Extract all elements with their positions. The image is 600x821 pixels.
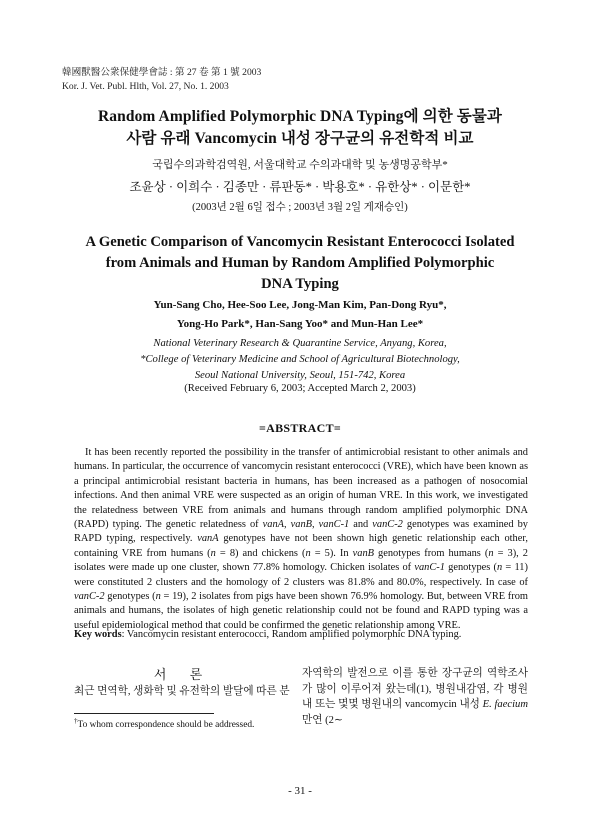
english-title (60, 232, 540, 295)
korean-title-line-2: 사람 유래 Vancomycin 내성 장구균의 유전학적 비교 (126, 130, 474, 147)
intro-text: 만연 (2∼ (302, 714, 343, 726)
abstract-text: genotypes was examined by RAPD typing, respectively. (74, 519, 529, 545)
intro-right-column (302, 666, 528, 728)
keywords (74, 629, 528, 640)
gene-name: vanB (352, 547, 374, 559)
abstract-body (74, 446, 528, 633)
korean-title-line-1: Random Amplified Polymorphic DNA Typing에 의한 동물과 (97, 108, 502, 125)
english-authors-line-1: Yun-Sang Cho, Hee-Soo Lee, Jong-Man Kim, Pan-Dong Ryu*, (153, 299, 447, 311)
gene-name: vanC-2 (74, 591, 105, 603)
english-affiliation-line-2: *College of Veterinary Medicine and School of Agricultural Biotechnology, (140, 354, 460, 365)
section-title-introduction: 서 론 (153, 667, 213, 682)
sample-size-symbol: n (496, 562, 503, 574)
footnote-text: To whom correspondence should be addressed. (77, 720, 255, 731)
footnote (74, 717, 254, 730)
english-authors (60, 296, 540, 334)
korean-title (40, 106, 560, 150)
korean-dates: (2003년 2월 6일 접수 ; 2003년 3월 2일 게재승인) (192, 202, 408, 213)
gene-name: vanC-2 (372, 519, 403, 531)
intro-left-column: 최근 면역학, 생화학 및 유전학의 발달에 따른 분 (74, 686, 290, 697)
gene-name: vanA (262, 519, 285, 531)
abstract-text: and (349, 519, 373, 531)
gene-name: vanC-1 (318, 519, 350, 531)
received-dates: (Received February 6, 2003; Accepted March 2, 2003) (184, 383, 416, 394)
keywords-label: Key words (74, 629, 122, 640)
abstract-text: genotypes ( (104, 591, 156, 603)
footnote-rule (74, 713, 214, 714)
english-title-line-2: from Animals and Human by Random Amplified Polymorphic (105, 255, 495, 271)
sample-size-symbol: n (488, 547, 494, 559)
page-number: - 31 - (288, 785, 312, 797)
keywords-text: : Vancomycin resistant enterococci, Random amplified polymorphic DNA typing. (121, 629, 462, 640)
abstract-text: = 19), 2 isolates from pigs have been shown 76.9% homology. But, between VRE from animals and humans, the isolates of high genetic relationship could not be found and RAPD typing was a useful epidemiological method that could be confirmed the genetic relationship among VRE. (74, 591, 529, 631)
gene-name: vanB (290, 519, 313, 531)
sample-size-symbol: n (155, 591, 161, 603)
english-authors-line-2: Yong-Ho Park*, Han-Sang Yoo* and Mun-Han Lee* (176, 318, 424, 330)
journal-name-korean: 韓國獸醫公衆保健學會誌 : 第 27 卷 第 1 號 2003 (62, 67, 262, 78)
abstract-text: genotypes from humans ( (374, 547, 489, 559)
sample-size-symbol: n (210, 547, 216, 559)
english-title-line-1: A Genetic Comparison of Vancomycin Resistant Enterococci Isolated (85, 234, 515, 250)
species-name: E. faecium (482, 699, 528, 711)
footnote-marker: † (74, 717, 78, 725)
abstract-text: It has been recently reported the possibility in the transfer of antimicrobial resistant to other animals and humans. In particular, the occurrence of vancomycin resistant enterococci (VRE), which have been known as a principal antimicrobial resistant bacteria in humans, has been increased as a pathogen of nosocomial infections. And then animal VRE were suspected as an origin of human VRE. In this work, we investigated the relatedness between VRE from animals and humans through random amplified polymorphic DNA (RAPD) typing. The genetic relatedness of (74, 447, 528, 531)
abstract-heading: =ABSTRACT= (258, 421, 342, 435)
abstract-text: genotypes have not been shown high genetic relationship each other, containing VRE from humans ( (74, 533, 528, 559)
abstract-text: genotypes ( (444, 562, 497, 574)
journal-name-english: Kor. J. Vet. Publ. Hlth, Vol. 27, No. 1. 2003 (62, 81, 229, 92)
english-affiliation-line-1: National Veterinary Research & Quarantine Service, Anyang, Korea, (153, 338, 447, 349)
abstract-text: = 8) and chickens ( (215, 547, 306, 559)
korean-authors: 조윤상 · 이희수 · 김종만 · 류판동* · 박용호* · 유한상* · 이문한* (129, 180, 471, 194)
abstract-text: = 5). In (310, 547, 353, 559)
abstract-text: , (284, 519, 291, 531)
english-affiliation (60, 336, 540, 384)
journal-header (62, 66, 261, 94)
english-affiliation-line-3: Seoul National University, Seoul, 151-742, Korea (194, 370, 406, 381)
gene-name: vanA (197, 533, 219, 545)
korean-affiliation: 국립수의과학검역원, 서울대학교 수의과대학 및 농생명공학부* (152, 159, 448, 171)
gene-name: vanC-1 (414, 562, 445, 574)
english-title-line-3: DNA Typing (261, 276, 339, 292)
abstract-text: = 3), 2 isolates were made up one cluster, shown 77.8% homology. Chicken isolates of (74, 547, 528, 574)
abstract-text: , (312, 519, 319, 531)
intro-text: 자역학의 발전으로 이를 통한 장구균의 역학조사가 많이 이루어져 왔는데(1), 병원내감염, 각 병원내 또는 몇몇 병원내의 vancomycin 내성 (302, 668, 528, 711)
abstract-text: = 11) were constituted 2 clusters and the homology of 2 clusters was 81.8% and 80.0%, respectively. In case of (74, 562, 528, 588)
sample-size-symbol: n (305, 547, 311, 559)
